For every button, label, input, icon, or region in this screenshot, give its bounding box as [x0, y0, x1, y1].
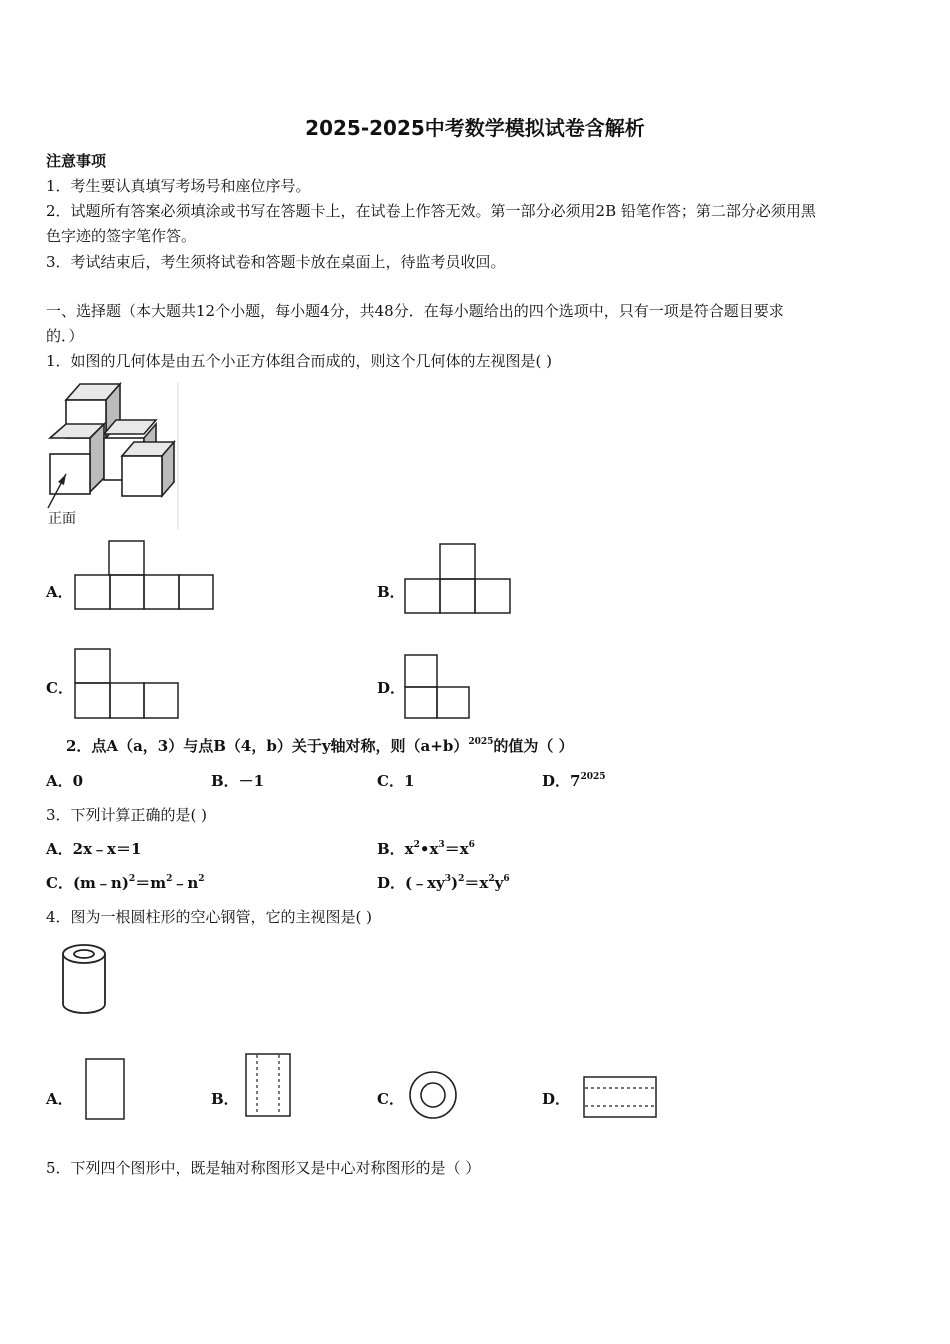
- q3-b-x: B．x: [377, 840, 414, 858]
- q3-c-sup2a: 2: [128, 874, 136, 884]
- notice-item-3: 3．考试结束后，考生须将试卷和答题卡放在桌面上，待监考员收回。: [46, 253, 506, 271]
- question-1-stem: 1．如图的几何体是由五个小正方体组合而成的，则这个几何体的左视图是( ): [46, 352, 553, 370]
- q3-d-sup2a: 2: [458, 874, 465, 884]
- page-title: 2025-2025中考数学模拟试卷含解析: [305, 116, 645, 140]
- q3-b-sup6: 6: [468, 840, 475, 850]
- q4-hollow-cylinder-figure: [60, 942, 110, 1016]
- section-heading-cont: 的．）: [46, 327, 84, 345]
- q3-d-paren: ): [451, 874, 459, 892]
- q3-b-sup3: 3: [438, 840, 445, 850]
- q1-option-c-figure: [74, 648, 182, 720]
- q3-c-eq: ＝m: [135, 874, 167, 892]
- q2-option-c[interactable]: C．1: [377, 772, 415, 790]
- q4-option-d-label[interactable]: D．: [542, 1090, 571, 1108]
- q3-c-sup2b: 2: [166, 874, 173, 884]
- q3-d-sup2b: 2: [488, 874, 495, 884]
- q3-c-pre: C．(m﹣n): [46, 874, 129, 892]
- q4-option-a-label[interactable]: A．: [46, 1090, 73, 1108]
- notice-item-1: 1．考生要认真填写考场号和座位序号。: [46, 177, 311, 195]
- q1-option-a-figure: [74, 539, 216, 611]
- question-3-stem: 3．下列计算正确的是( ): [46, 806, 208, 824]
- q1-option-a-label[interactable]: A．: [46, 583, 73, 601]
- q1-option-d-figure: [404, 654, 472, 720]
- q4-option-b-label[interactable]: B．: [211, 1090, 239, 1108]
- q3-option-c[interactable]: [46, 872, 205, 894]
- q3-option-b[interactable]: [377, 838, 475, 860]
- question-5-stem: 5．下列四个图形中，既是轴对称图形又是中心对称图形的是（ ）: [46, 1159, 481, 1177]
- q3-b-sup2: 2: [413, 840, 420, 850]
- q2-option-a[interactable]: A．0: [46, 772, 84, 790]
- question-2-exponent: 2025: [468, 737, 494, 747]
- q1-figure-label: 正面: [48, 511, 76, 527]
- q3-d-pre: D．(﹣xy: [377, 874, 445, 892]
- q3-option-d[interactable]: [377, 872, 510, 894]
- q2-option-d-text: D．7: [542, 772, 581, 790]
- notice-heading: 注意事项: [46, 152, 107, 170]
- q3-d-y: y: [494, 874, 504, 892]
- q3-d-sup6: 6: [503, 874, 510, 884]
- q3-d-sup3: 3: [444, 874, 452, 884]
- q1-option-b-label[interactable]: B．: [377, 583, 405, 601]
- q3-option-a[interactable]: A．2x﹣x＝1: [46, 840, 142, 858]
- question-2-stem-end: 的值为（ ）: [493, 737, 574, 755]
- q3-b-dot: •x: [419, 840, 439, 858]
- q3-d-eq: ＝x: [464, 874, 489, 892]
- question-2-stem: [66, 735, 574, 757]
- question-2-stem-text: 2．点A（a，3）与点B（4，b）关于y轴对称，则（a+b）: [66, 737, 469, 755]
- q2-option-d[interactable]: [542, 770, 606, 792]
- q2-option-b[interactable]: B．－1: [211, 772, 265, 790]
- q4-option-c-figure: [408, 1070, 460, 1122]
- q4-option-b-figure: [245, 1053, 293, 1119]
- q3-c-sup2c: 2: [198, 874, 205, 884]
- q4-option-d-figure: [583, 1074, 659, 1120]
- notice-item-2: 2．试题所有答案必须填涂或书写在答题卡上，在试卷上作答无效。第一部分必须用2B 铅笔作答；第二部分必须用黑: [46, 202, 816, 220]
- q1-option-b-figure: [404, 543, 512, 615]
- q1-option-d-label[interactable]: D．: [377, 679, 406, 697]
- notice-item-2-cont: 色字迹的签字笔作答。: [46, 227, 197, 245]
- q4-option-a-figure: [85, 1058, 127, 1122]
- q1-option-c-label[interactable]: C．: [46, 679, 73, 697]
- q2-option-d-exponent: 2025: [580, 772, 606, 782]
- q3-c-minus: ﹣n: [172, 874, 199, 892]
- q4-option-c-label[interactable]: C．: [377, 1090, 404, 1108]
- q3-b-eq: ＝x: [444, 840, 469, 858]
- question-4-stem: 4．图为一根圆柱形的空心钢管，它的主视图是( ): [46, 908, 373, 926]
- section-heading: 一、选择题（本大题共12个小题，每小题4分，共48分．在每小题给出的四个选项中，只有一项是符合题目要求: [46, 302, 784, 320]
